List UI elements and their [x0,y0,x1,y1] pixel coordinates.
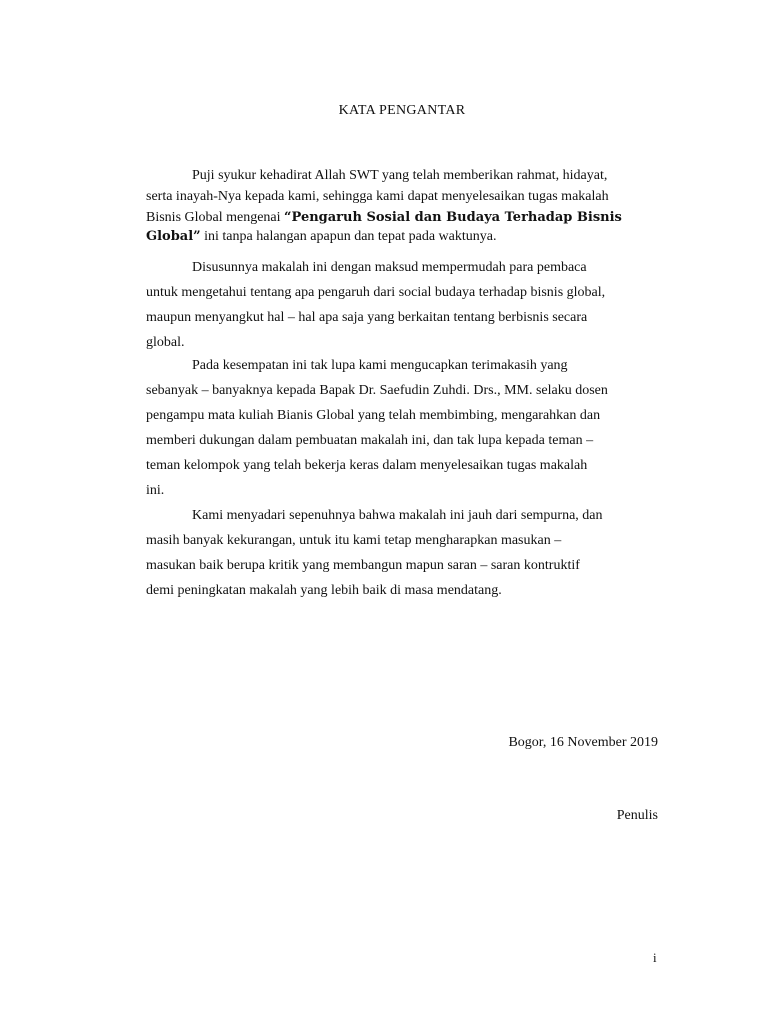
paragraph-1-line-4-suffix: ini tanpa halangan apapun dan tepat pada waktunya. [200,229,497,244]
paragraph-4-line-1: Kami menyadari sepenuhnya bahwa makalah ini jauh dari sempurna, dan [192,508,603,523]
paragraph-1-line-4 [146,229,666,245]
paragraph-3-line-4: memberi dukungan dalam pembuatan makalah ini, dan tak lupa kepada teman – [146,433,594,448]
paragraph-2-line-1: Disusunnya makalah ini dengan maksud mempermudah para pembaca [192,260,587,275]
paragraph-3-line-2: sebanyak – banyaknya kepada Bapak Dr. Saefudin Zuhdi. Drs., MM. selaku dosen [146,383,608,398]
paragraph-3-line-5: teman kelompok yang telah bekerja keras dalam menyelesaikan tugas makalah [146,458,588,473]
paragraph-4-line-2: masih banyak kekurangan, untuk itu kami tetap mengharapkan masukan – [146,533,562,548]
paragraph-2-line-2: untuk mengetahui tentang apa pengaruh dari social budaya terhadap bisnis global, [146,285,606,300]
paragraph-3-line-1: Pada kesempatan ini tak lupa kami mengucapkan terimakasih yang [192,358,568,373]
paragraph-4-line-4: demi peningkatan makalah yang lebih baik di masa mendatang. [146,583,502,598]
paragraph-3-line-3: pengampu mata kuliah Bianis Global yang telah membimbing, mengarahkan dan [146,408,601,423]
paragraph-4-line-3: masukan baik berupa kritik yang membangun mapun saran – saran kontruktif [146,558,580,573]
page-title: KATA PENGANTAR [338,103,466,118]
place-date: Bogor, 16 November 2019 [508,735,658,750]
paragraph-3-line-6: ini. [146,483,165,498]
page-number: i [653,950,657,965]
paper-topic-title-end: Global” [146,229,201,244]
author-signature: Penulis [616,808,658,823]
paper-topic-title: “Pengaruh Sosial dan Budaya Terhadap Bisnis [284,210,622,225]
paragraph-1-line-3 [146,210,666,226]
paragraph-1-line-1: Puji syukur kehadirat Allah SWT yang telah memberikan rahmat, hidayat, [192,168,608,183]
paragraph-1-line-2: serta inayah-Nya kepada kami, sehingga kami dapat menyelesaikan tugas makalah [146,189,609,204]
paragraph-2-line-3: maupun menyangkut hal – hal apa saja yang berkaitan tentang berbisnis secara [146,310,588,325]
paragraph-1-line-3-prefix: Bisnis Global mengenai [146,210,285,225]
paragraph-2-line-4: global. [146,335,185,350]
